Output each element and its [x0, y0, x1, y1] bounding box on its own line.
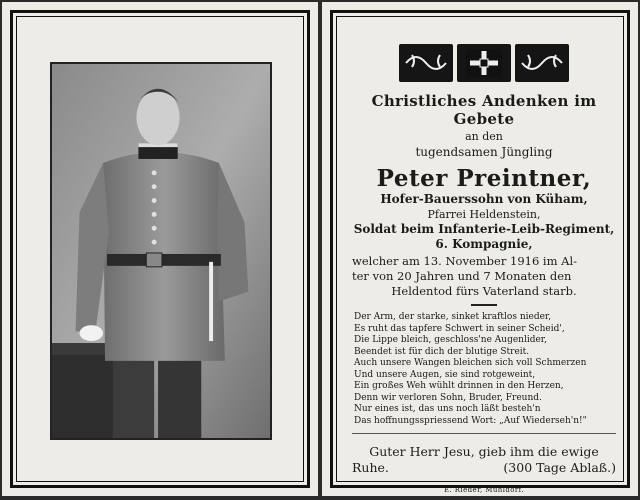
death-line: Heldentod fürs Vaterland starb.: [391, 284, 577, 298]
header-ornament: [352, 44, 616, 84]
title-line-3: tugendsamen Jüngling: [415, 145, 553, 159]
divider: [471, 304, 497, 306]
poem-line: Beendet ist für dich der blutige Streit.: [354, 346, 530, 357]
printer-imprint: E. Rieder, Mühldorf.: [444, 486, 524, 494]
deceased-rank: Soldat beim Infanterie-Leib-Regiment,: [353, 222, 615, 236]
death-line: ter von 20 Jahren und 7 Monaten den: [352, 269, 572, 283]
poem-line: Der Arm, der starke, sinket kraftlos nieder,: [354, 312, 552, 322]
poem-line: Auch unsere Wangen bleichen sich voll Schmerzen: [354, 358, 587, 368]
poem-line: Ein großes Weh wühlt drinnen in den Herzen,: [354, 381, 564, 391]
deceased-name: Peter Preintner,: [376, 165, 592, 192]
poem-line: Es ruht das tapfere Schwert in seiner Scheid',: [354, 323, 565, 334]
separator-line: [352, 433, 616, 434]
oak-leaf-ornament-icon: [399, 44, 453, 82]
prayer-line: Guter Herr Jesu, gieb ihm die ewige: [369, 444, 599, 459]
soldier-portrait-photo: [50, 62, 272, 440]
closing-prayer: [352, 444, 616, 476]
oak-leaf-ornament-icon: [515, 44, 569, 82]
poem-line: Die Lippe bleich, geschloss'ne Augenlider,: [354, 335, 547, 345]
prayer-line: Ruhe.: [352, 460, 389, 475]
deceased-parish: Pfarrei Heldenstein,: [427, 208, 541, 221]
deceased-origin: Hofer-Bauerssohn von Küham,: [380, 192, 588, 206]
death-notice: [352, 254, 616, 299]
poem-line: Das hoffnungsspriessend Wort: „Auf Wiederseh'n!": [354, 415, 587, 426]
memorial-text: [352, 44, 616, 494]
iron-cross-icon: [457, 44, 511, 82]
card-title: Christliches Andenken im Gebete: [371, 92, 597, 128]
death-line: welcher am 13. November 1916 im Al-: [352, 254, 578, 268]
photo-card: [2, 2, 318, 496]
indulgence-note: (300 Tage Ablaß.): [503, 460, 616, 475]
memorial-text-card: [322, 2, 638, 496]
poem-line: Nur eines ist, das uns noch läßt besteh'n: [354, 404, 541, 414]
deceased-company: 6. Kompagnie,: [435, 237, 533, 251]
poem-line: Denn wir verloren Sohn, Bruder, Freund.: [354, 392, 542, 403]
poem-line: Und unsere Augen, sie sind rotgeweint,: [354, 369, 536, 380]
memorial-poem: [354, 312, 616, 427]
title-line-2: an den: [465, 130, 503, 143]
